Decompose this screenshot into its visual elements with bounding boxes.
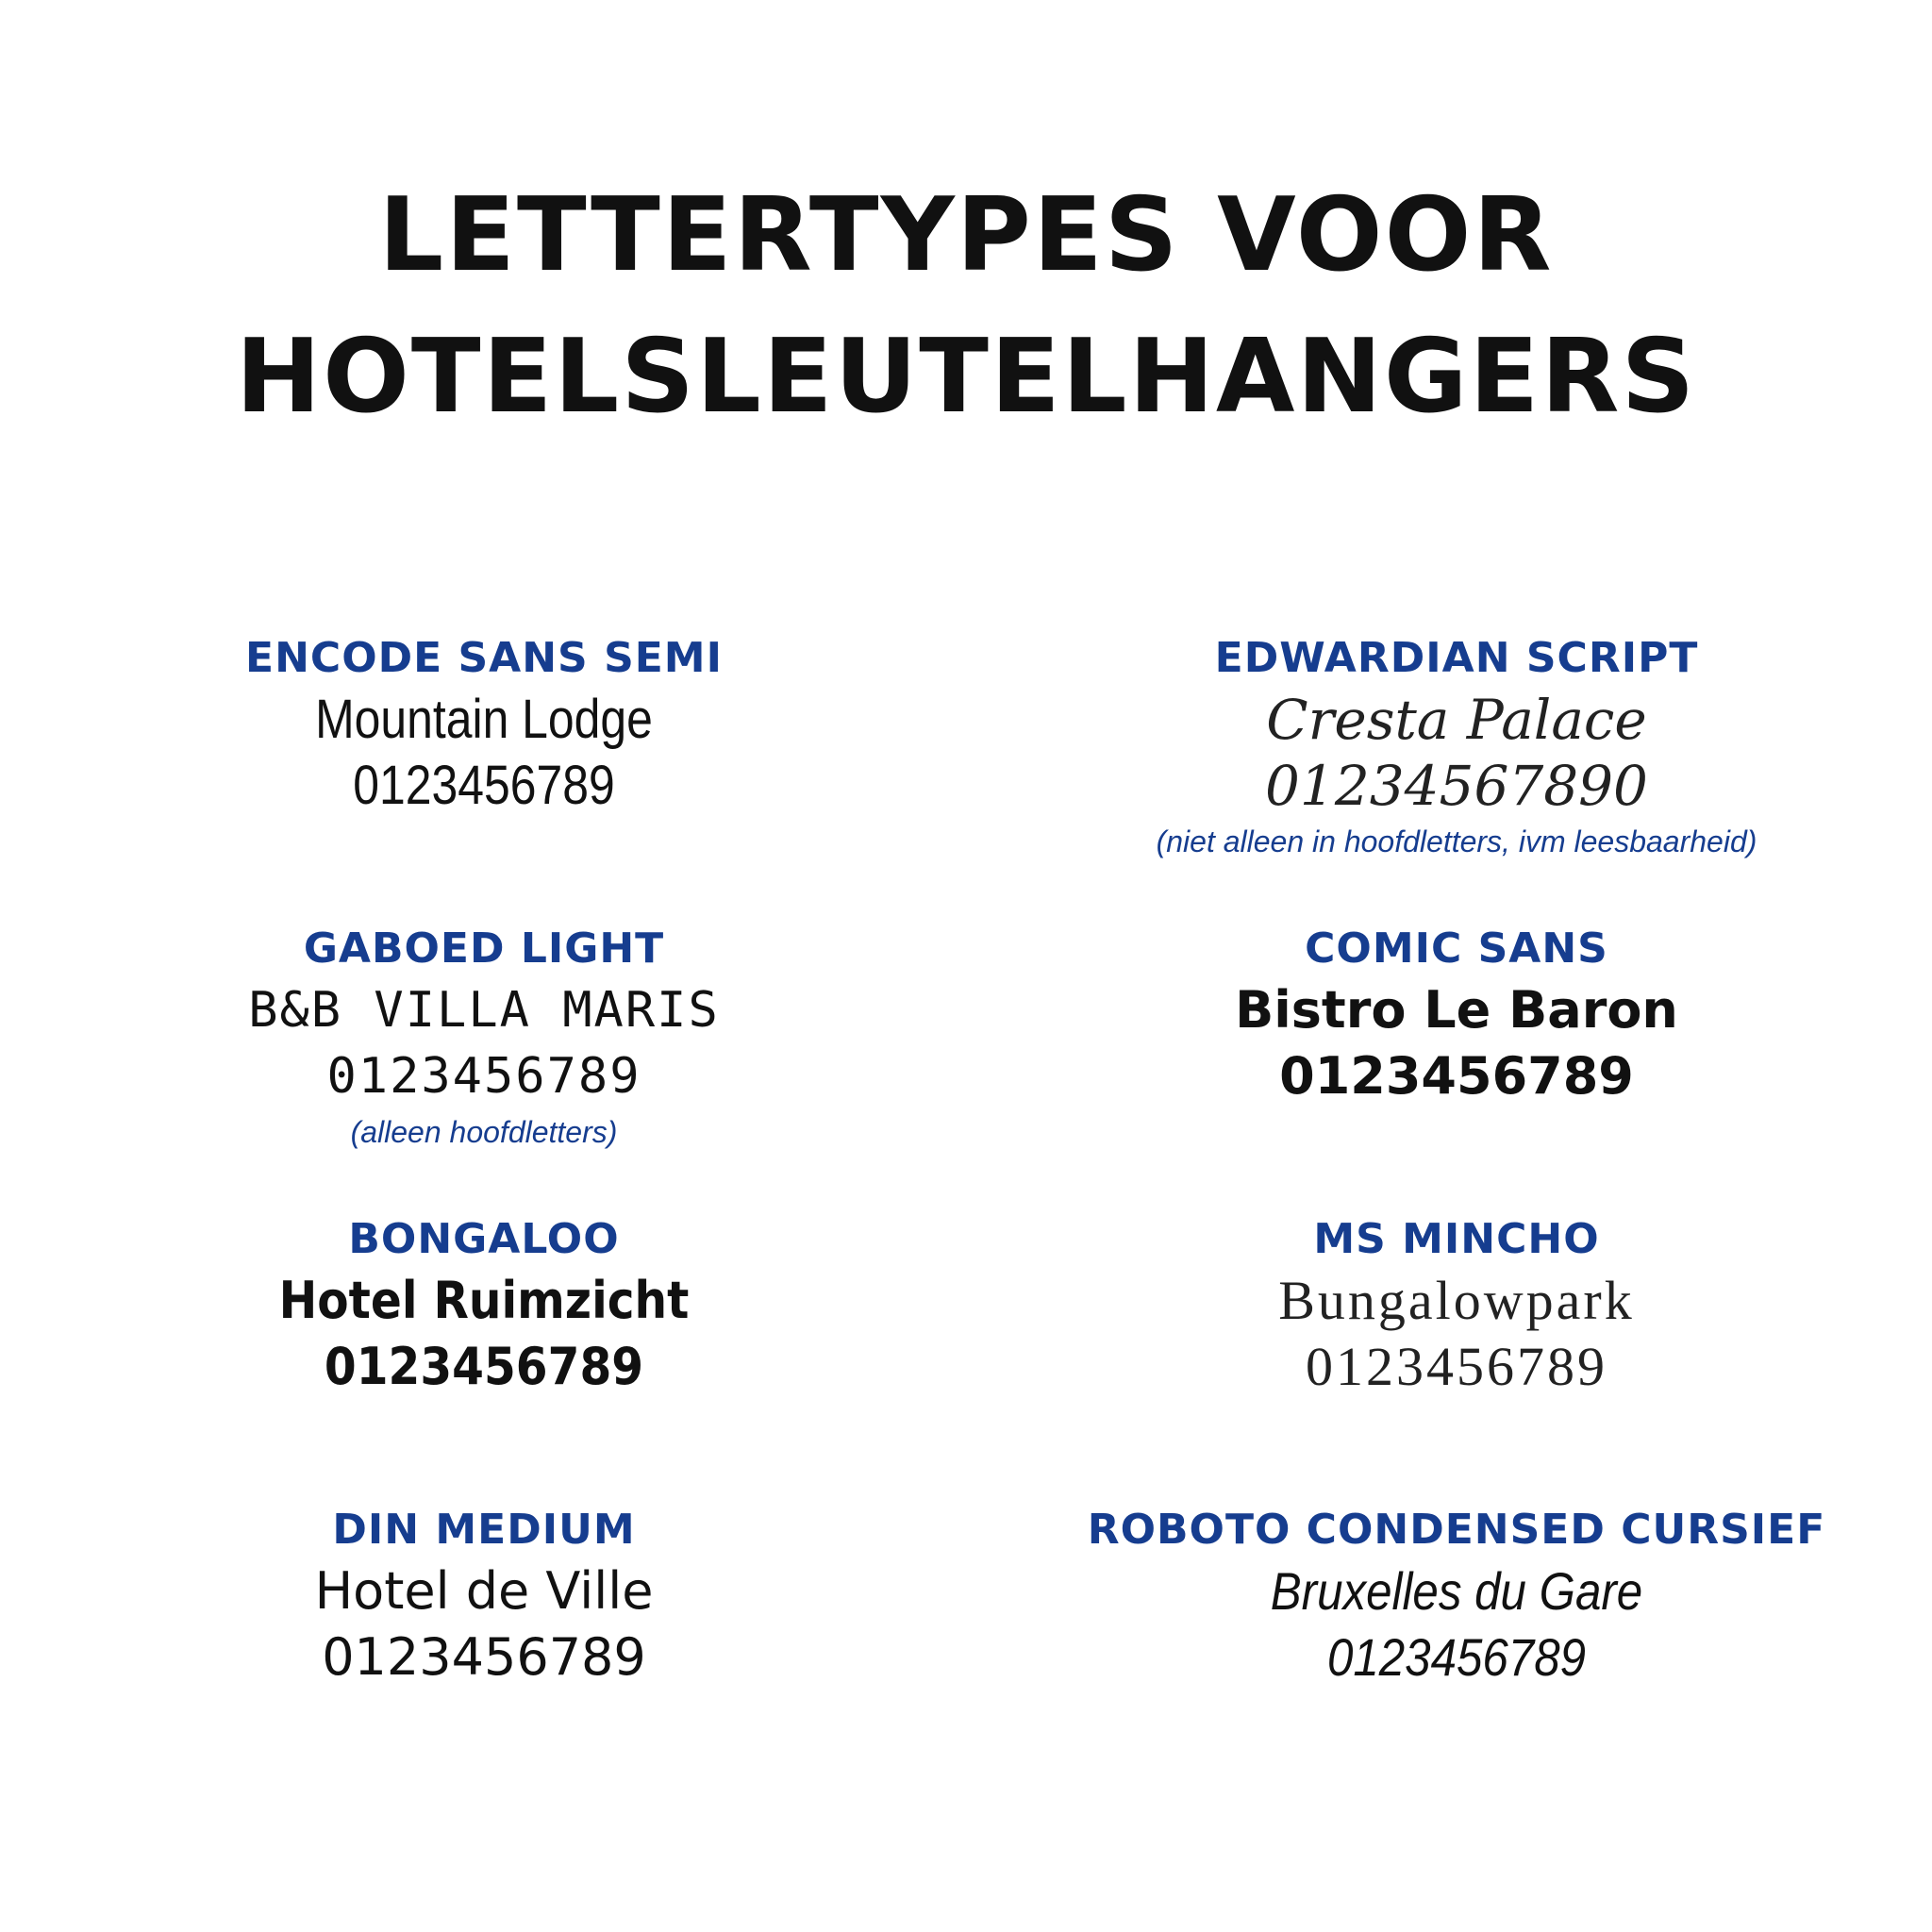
font-sample-bongaloo	[12, 1211, 956, 1400]
page-title	[0, 165, 1932, 448]
font-sample-digits: 0123456789	[1326, 1627, 1587, 1687]
font-sample-digits: 0123456789	[326, 1048, 641, 1105]
font-sample-digits: 0123456789	[322, 1627, 646, 1687]
font-sample-roboto-condensed-cursief	[985, 1502, 1928, 1690]
font-sample-text: Mountain Lodge	[315, 689, 653, 750]
font-name: COMIC SANS	[1305, 924, 1608, 973]
page-title-line-2: HOTELSLEUTELHANGERS	[235, 318, 1697, 436]
font-sample-digits: 0123456789	[1306, 1336, 1607, 1397]
font-sample-text: Bruxelles du Gare	[1270, 1561, 1643, 1621]
font-sample-comic-sans	[985, 921, 1928, 1109]
font-sample-digits: 01234567890	[1265, 754, 1648, 818]
page-title-line-1: LETTERTYPES VOOR	[378, 176, 1554, 294]
font-note: (alleen hoofdletters)	[350, 1115, 618, 1149]
font-name: DIN MEDIUM	[332, 1506, 636, 1554]
font-name: ROBOTO CONDENSED CURSIEF	[1087, 1506, 1826, 1554]
font-sample-gaboed-light	[12, 921, 956, 1155]
font-name: MS MINCHO	[1313, 1215, 1600, 1263]
font-sample-text: B&B VILLA MARIS	[248, 982, 720, 1039]
font-sample-text: Cresta Palace	[1266, 688, 1647, 752]
font-sample-text: Hotel Ruimzicht	[278, 1271, 690, 1330]
font-sample-text: Bistro Le Baron	[1235, 980, 1678, 1040]
font-name: ENCODE SANS SEMI	[245, 634, 723, 682]
font-sample-encode-sans-semi	[12, 630, 956, 819]
font-sample-digits: 0123456789	[353, 755, 615, 816]
font-sample-digits: 0123456789	[1279, 1046, 1634, 1106]
font-name: BONGALOO	[348, 1215, 620, 1263]
font-sample-digits: 0123456789	[324, 1337, 644, 1396]
font-sample-text: Bungalowpark	[1278, 1270, 1635, 1331]
font-sample-ms-mincho	[985, 1211, 1928, 1400]
font-name: GABOED LIGHT	[303, 924, 665, 973]
font-name: EDWARDIAN SCRIPT	[1214, 634, 1699, 682]
font-sample-edwardian-script	[985, 630, 1928, 864]
font-sample-text: Hotel de Ville	[314, 1561, 654, 1621]
font-note: (niet alleen in hoofdletters, ivm leesbaarheid)	[1156, 824, 1757, 858]
font-sample-din-medium	[12, 1502, 956, 1690]
